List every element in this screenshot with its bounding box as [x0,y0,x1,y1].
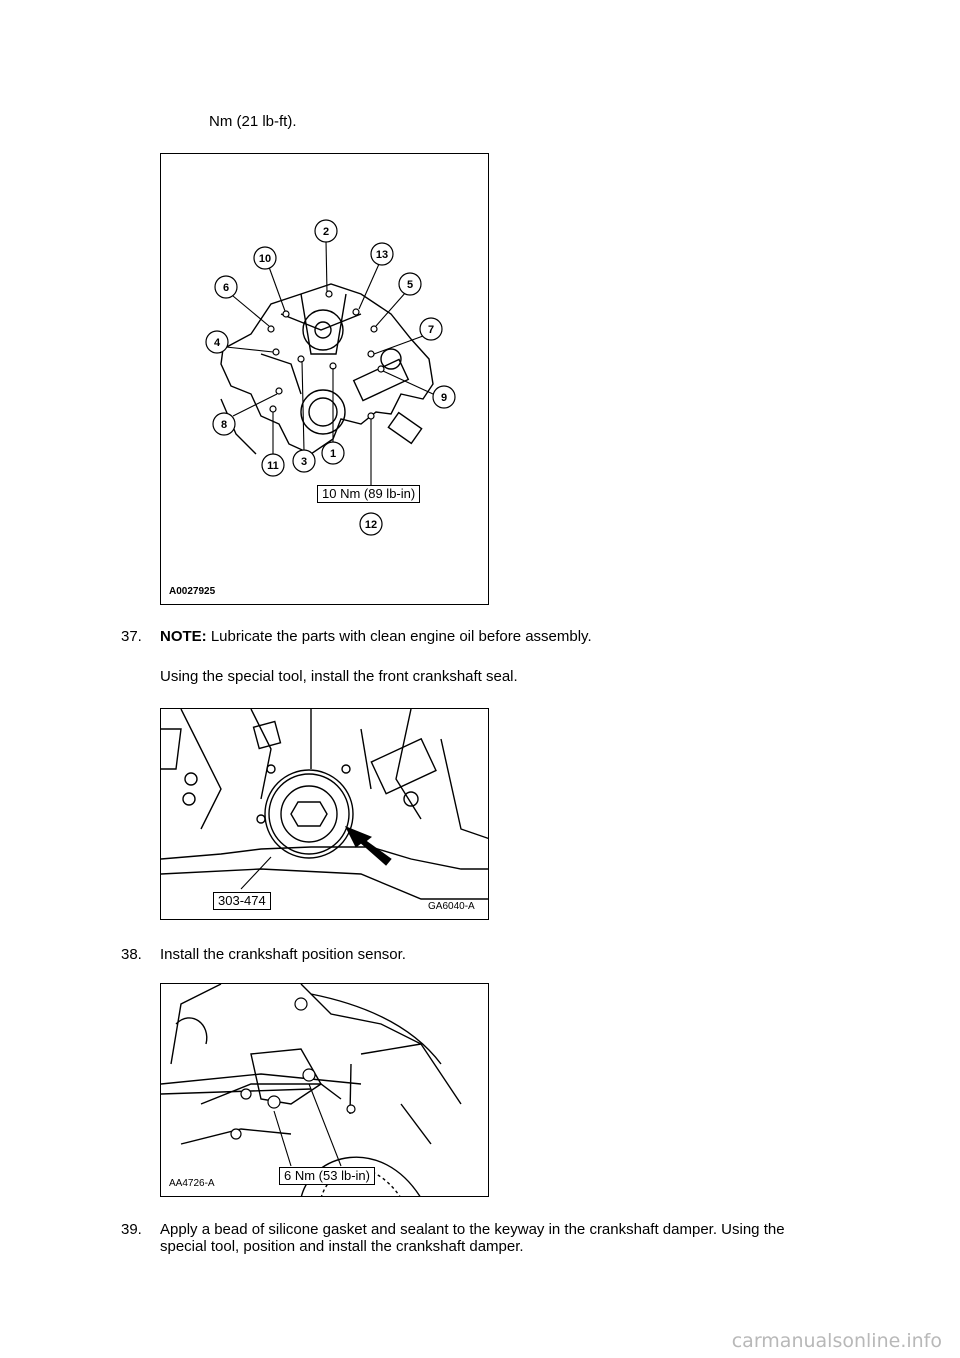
timing-cover-illustration [161,154,489,605]
callout-12: 12 [364,519,378,531]
torque-label: 10 Nm (89 lb-in) [317,485,420,503]
figure-id: A0027925 [169,586,216,597]
callout-7: 7 [427,324,435,336]
callout-3: 3 [300,456,308,468]
continuation-text: Nm (21 lb-ft). [209,113,297,130]
step-number: 39. [121,1221,142,1238]
crank-sensor-illustration [161,984,489,1197]
figure-id: AA4726-A [169,1178,215,1189]
figure-id: GA6040-A [428,901,475,912]
torque-label: 6 Nm (53 lb-in) [279,1167,375,1185]
arrow-icon [346,827,391,865]
callout-2: 2 [322,226,330,238]
step-number: 38. [121,946,142,963]
step-text-line1: Apply a bead of silicone gasket and sealant to the keyway in the crankshaft damper. Using the [160,1221,785,1238]
callout-13: 13 [375,249,389,261]
step-text: Install the crankshaft position sensor. [160,946,406,963]
callout-4: 4 [213,337,221,349]
watermark: carmanualsonline.info [731,1330,942,1352]
note-label: NOTE: [160,628,207,645]
step-number: 37. [121,628,142,645]
callout-9: 9 [440,392,448,404]
figure-timing-cover-bolts [160,153,489,605]
step-note [160,628,592,646]
callout-8: 8 [220,419,228,431]
callout-11: 11 [267,460,279,472]
figure-crankshaft-seal [160,708,489,920]
step-instruction: Using the special tool, install the front crankshaft seal. [160,668,518,685]
note-text: Lubricate the parts with clean engine oil before assembly. [206,628,592,645]
crankshaft-seal-illustration [161,709,489,920]
callout-1: 1 [329,448,337,460]
step-text-line2: special tool, position and install the crankshaft damper. [160,1238,524,1255]
callout-6: 6 [222,282,230,294]
figure-crank-position-sensor [160,983,489,1197]
callout-10: 10 [258,253,272,265]
tool-number-label: 303-474 [213,892,271,910]
callout-5: 5 [406,279,414,291]
